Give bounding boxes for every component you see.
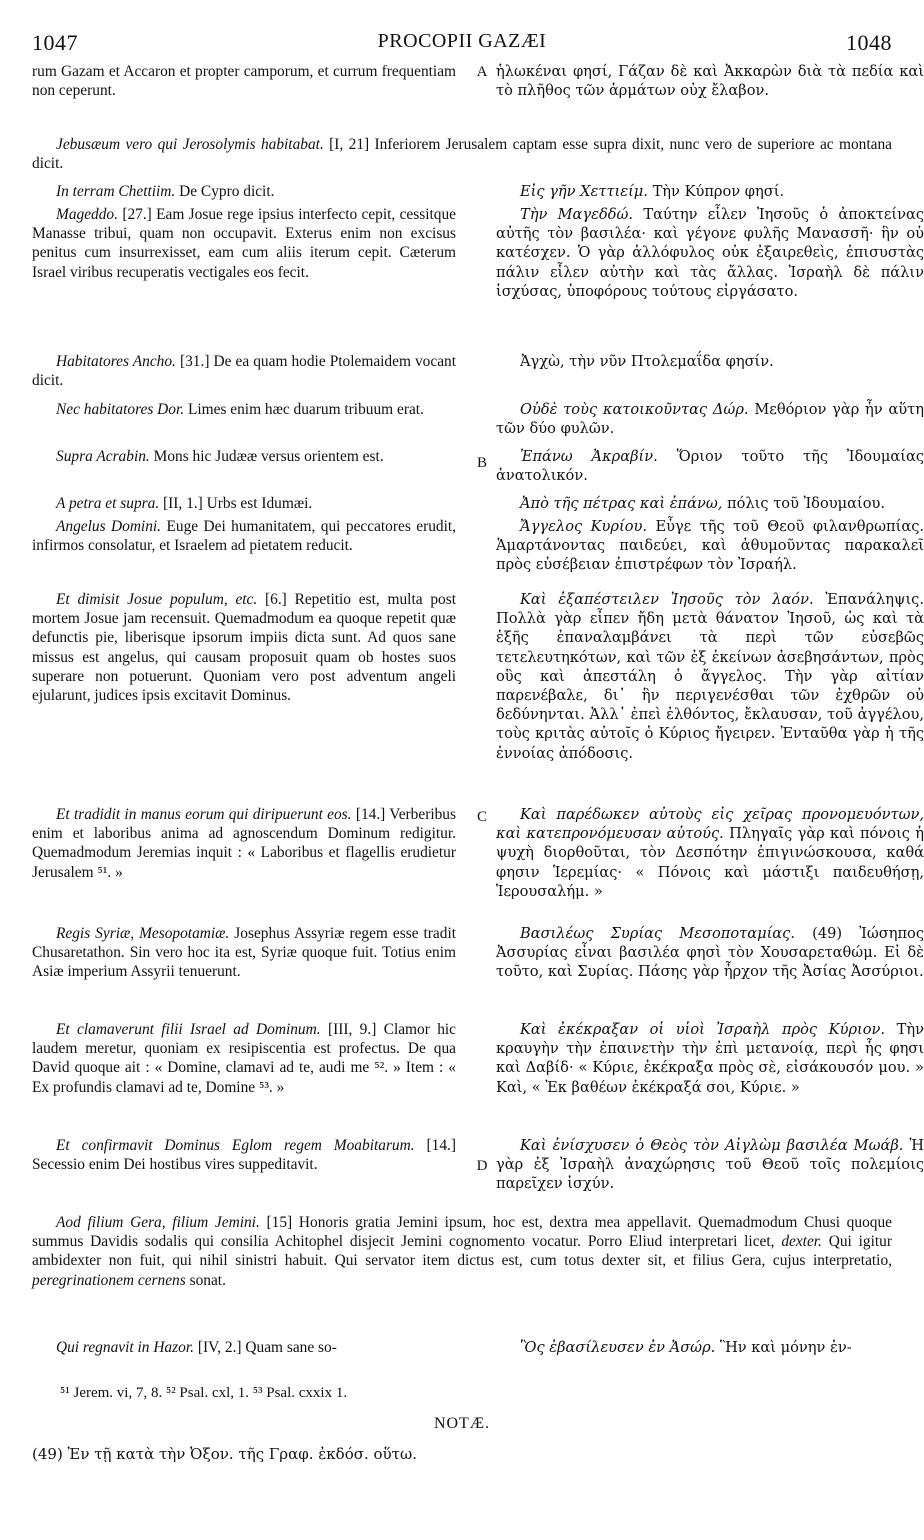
greek-lemma: Καὶ ἐνίσχυσεν ὁ Θεὸς τὸν Αἰγλὼμ βασιλέα Μωάβ. [520,1137,904,1154]
greek-gloss: Ὅριον τοῦτο τῆς Ἰδουμαίας ἀνατολικόν. [496,448,924,485]
latin-gloss: Limes enim hæc duarum tribuum erat. [187,401,424,418]
latin-gloss: [27.] Eam Josue rege ipsius interfecto cepit, cessitque Manasse tribui, quam non occupavit. Exterus enim non excisus penitus cum insurrexisset, eam cum aliis iterum cepit. Cæterum Israel viribus recuperatis vectigales eos fecit. [32,206,456,281]
greek-gloss: Τὴν Κύπρον φησί. [652,183,785,200]
latin-gloss: Euge Dei humanitatem, qui peccatores erudit, infirmos consolatur, et Israelem ad pietatem reducit. [32,518,456,555]
greek-lemma: Βασιλέως Συρίας Μεσοποταμίας. [520,925,795,942]
greek-gloss: πόλις τοῦ Ἰδουμαίου. [727,495,885,512]
greek-lemma: Ὃς ἐβασίλευσεν ἐν Ἀσώρ. [520,1339,716,1356]
greek-lemma: Καὶ ἐξαπέστειλεν Ἰησοῦς τὸν λαόν. [520,591,814,608]
greek-lemma: Οὐδὲ τοὺς κατοικοῦντας Δώρ. [520,401,749,418]
lemma: Qui regnavit in Hazor. [56,1339,194,1356]
greek-text [496,805,924,901]
latin-text [32,352,456,390]
greek-gloss: Ἣν καὶ μόνην ἐν- [719,1339,852,1356]
latin-text [32,494,456,513]
latin-gloss: [31.] De ea quam hodie Ptolemaidem vocant dicit. [32,353,456,390]
lemma: A petra et supra. [56,495,160,512]
latin-gloss: [IV, 2.] Quam sane so- [197,1339,337,1356]
latin-italic-dexter: dexter. [781,1233,822,1251]
latin-gloss: [III, 9.] Clamor hic laudem meretur, quoniam ex resipiscentia est profectus. De qua David quoque ait : « Domine, clamavi ad te, audi me ⁵². » Item : « Ex profundis clamavi ad te, Domine ⁵³. » [32,1021,457,1096]
greek-lemma: Καὶ παρέδωκεν αὐτοὺς εἰς χεῖρας προνομευόντων, καὶ κατεπρονόμευσαν αὐτούς. [496,806,924,843]
greek-text [496,590,924,763]
notae-heading: NOTÆ. [433,1415,491,1432]
page-header [32,30,892,60]
latin-text [32,805,456,882]
greek-text [496,924,924,982]
greek-text [496,1020,924,1097]
lemma: Et confirmavit Dominus Eglom regem Moabitarum. [56,1137,415,1154]
greek-text [496,447,924,485]
right-page-number: 1048 [846,30,892,55]
left-page-number: 1047 [32,30,78,55]
latin-text: [I, 21] Inferiorem Jerusalem captam esse supra dixit, nunc vero de superiore ac montana dicit. [32,136,892,173]
latin-gloss: De Cypro dicit. [179,183,275,200]
margin-marker-d: D [476,1158,488,1174]
greek-gloss: Ἡ γὰρ ἐξ Ἰσραὴλ ἀναχώρησις τοῦ Θεοῦ τοῖς πολεμίοις παρεῖχεν ἰσχύν. [496,1137,924,1193]
latin-text [32,517,456,555]
greek-text [496,494,924,513]
lemma: Nec habitatores Dor. [56,401,185,418]
lemma: Supra Acrabin. [56,448,150,465]
latin-text [32,400,456,419]
margin-marker-b: B [476,455,487,471]
greek-lemma: Καὶ ἐκέκραξαν οἱ υἱοὶ Ἰσραὴλ πρὸς Κύριον. [520,1021,886,1038]
greek-lemma: Ἄγγελος Κυρίου. [520,518,647,535]
latin-text [32,924,456,982]
latin-text [32,1338,456,1357]
greek-text: ἡλωκέναι φησί, Γάζαν δὲ καὶ Ἀκκαρὼν διὰ τὰ πεδία καὶ τὸ πλῆθος τῶν ἁρμάτων οὐχ ἔλαβον. [496,63,924,100]
greek-gloss: Μεθόριον γὰρ ἦν αὕτη τῶν δύο φυλῶν. [496,401,924,438]
lemma: Angelus Domini. [56,518,162,535]
latin-gloss: [6.] Repetitio est, multa post mortem Josue jam recensuit. Quemadmodum ea quoque repetit quæ defunctis pie, liberisque ipsorum impiis dicta sunt. Ad quos sane missus est angelus, qui causam proposuit quam ob hostes suos superare non potuerunt. Quoniam vero post adventum angeli ejularunt, judices ipsis excitavit Dominus. [32,591,456,705]
greek-text [496,400,924,438]
greek-gloss: Πληγαῖς γὰρ καὶ πόνοις ἡ ψυχὴ διορθοῦται, τὸν Δεσπότην ἐπιγινώσκουσα, καθά φησιν Ἱερεμίας· « Πόνοις καὶ μάστιξι παιδευθήσῃ, Ἱερουσαλήμ. » [496,825,924,900]
latin-text [32,182,456,201]
lemma: Jebusæum vero qui Jerosolymis habitabat. [56,136,324,153]
lemma: Aod filium Gera, filium Jemini. [56,1214,260,1231]
latin-text [32,447,456,466]
latin-gloss: [II, 1.] Urbs est Idumæi. [163,495,313,512]
greek-gloss: Τὴν κραυγὴν τὴν ἐπαινετὴν τὴν ἐπὶ μετανοίᾳ, περὶ ἧς φησι καὶ Δαβίδ· « Κύριε, ἐκέκραξα πρὸς σὲ, εἰσάκουσόν μου. » Καὶ, « Ἐκ βαθέων ἐκέκραξά σοι, Κύριε. » [496,1021,924,1096]
latin-text-cont: Qui igitur ambidexter non fuit, qui nihil sinistri habuit. Qui servator item dictus est, cum totus dexter sit, et filius Gera, cujus interpretatio, [32,1233,892,1270]
greek-lemma: Εἰς γῆν Χεττιείμ. [520,183,648,200]
latin-gloss: Josephus Assyriæ regem esse tradit Chusaretathon. Sin vero hoc ita est, Syriæ quoque fuit. Totius enim Asiæ imperium Assyrii tenuerunt. [32,925,456,981]
greek-lemma: Ἀπὸ τῆς πέτρας καὶ ἐπάνω, [520,495,723,512]
latin-text [32,205,456,282]
greek-text: Ἀγχὼ, τὴν νῦν Πτολεμαΐδα φησίν. [520,353,774,370]
footnotes: ⁵¹ Jerem. vi, 7, 8. ⁵² Psal. cxl, 1. ⁵³ Psal. cxxix 1. [60,1385,348,1401]
greek-gloss: Εὖγε τῆς τοῦ Θεοῦ φιλανθρωπίας. Ἁμαρτάνοντας παιδεύει, καὶ ἀθυμοῦντας παρακαλεῖ πρὸς εὐσέβειαν ἐπιστρέφων τὸν Ἰσραήλ. [496,518,924,574]
latin-gloss: [14.] Secessio enim Dei hostibus vires suppeditavit. [32,1137,456,1174]
lemma: Et clamaverunt filii Israel ad Dominum. [56,1021,321,1038]
greek-gloss: Ταύτην εἷλεν Ἰησοῦς ὁ ἀποκτείνας αὐτῆς τὸν βασιλέα· καὶ γέγονε φυλῆς Μανασσῆ· ἣν οὐ κατέσχεν. Ὁ γὰρ ἀλλόφυλος οὐκ ἐξαιρεθεὶς, ἐπισυστὰς πάλιν εἷλεν αὐτὴν καὶ τὰς ἄλλας. Ἰσραὴλ δὲ πάλιν ἰσχύσας, ὑποφόρους τούτους εἰργάσατο. [496,206,924,300]
lemma: Et dimisit Josue populum, etc. [56,591,258,608]
margin-marker-c: C [476,809,487,825]
lemma: Mageddo. [56,206,118,223]
lemma: Habitatores Ancho. [56,353,176,370]
lemma: Regis Syriæ, Mesopotamiæ. [56,925,230,942]
running-title: PROCOPII GAZÆI [377,30,547,52]
latin-gloss: [14.] Verberibus enim et laboribus anima ad agnoscendum Dominum redigitur. Quemadmodum Jeremias inquit : « Laboribus et flagellis erudietur Jerusalem ⁵¹. » [32,806,456,881]
latin-text [32,1020,456,1097]
greek-lemma: Τὴν Μαγεδδώ. [520,206,634,223]
greek-text [496,1136,924,1194]
greek-gloss: (49) Ἰώσηπος Ἀσσυρίας εἶναι βασιλέα φησὶ τὸν Χουσαρεταθώμ. Εἰ δὲ τοῦτο, καὶ Συρίας. Πάσης γὰρ ἦρχον τῆς Ἀσίας Ἀσσύριοι. [496,925,924,981]
lemma: Et tradidit in manus eorum qui diripuerunt eos. [56,806,352,823]
notae-text: (49) Ἐν τῇ κατὰ τὴν Ὀξον. τῆς Γραφ. ἐκδόσ. οὕτω. [32,1445,417,1463]
margin-marker-a: A [476,64,488,80]
latin-text [32,590,456,705]
latin-text: [15] Honoris gratia Jemini ipsum, hoc est, dextra mea appellavit. Quemadmodum Chusi quoque summus Davidis sodalis qui consilia Achitophel disjecit Jemini cognomento vocatur. Porro Eliud interpretari licet, [32,1214,892,1251]
latin-italic-cernens: peregrinationem cernens [32,1271,186,1289]
greek-gloss: Ἐπανάληψις. Πολλὰ γὰρ εἶπεν ἤδη μετὰ θάνατον Ἰησοῦ, ὡς καὶ τὰ ἑξῆς ἐπαναλαμβάνει τὰ περὶ τῶν εὐσεβῶς τετελευτηκότων, καὶ τῶν ἐξ ἐκείνων ἀσεβησάντων, πρὸς οὓς καὶ ἀπεστάλη ὁ ἄγγελος. Τὴν γὰρ αἰτίαν παρενέβαλε, δι᾽ ἣν περιγενέσθαι τῶν ἐχθρῶν οὐ δεδύνηνται. Ἀλλ᾽ ἐπεὶ ἐλθόντος, ἔκλαυσαν, τοῦ ἀγγέλου, τοὺς κριτὰς αὐτοῖς ὁ Κύριος ἤγειρεν. Ἐνταῦθα γὰρ ἡ τῆς ἐννοίας ἀπόδοσις. [496,591,924,762]
greek-text [496,1338,924,1357]
latin-text [32,1136,456,1174]
greek-text [496,517,924,575]
greek-text [496,205,924,301]
latin-text: rum Gazam et Accaron et propter camporum, et currum frequentiam non ceperunt. [32,63,456,100]
latin-gloss: Mons hic Judææ versus orientem est. [153,448,384,465]
entry-15 [32,1213,892,1290]
lemma: In terram Chettiim. [56,183,176,200]
latin-text-end: sonat. [189,1271,226,1289]
greek-lemma: Ἐπάνω Ἀκραβίν. [520,448,658,465]
greek-text [496,182,924,201]
entry-2 [32,135,892,173]
